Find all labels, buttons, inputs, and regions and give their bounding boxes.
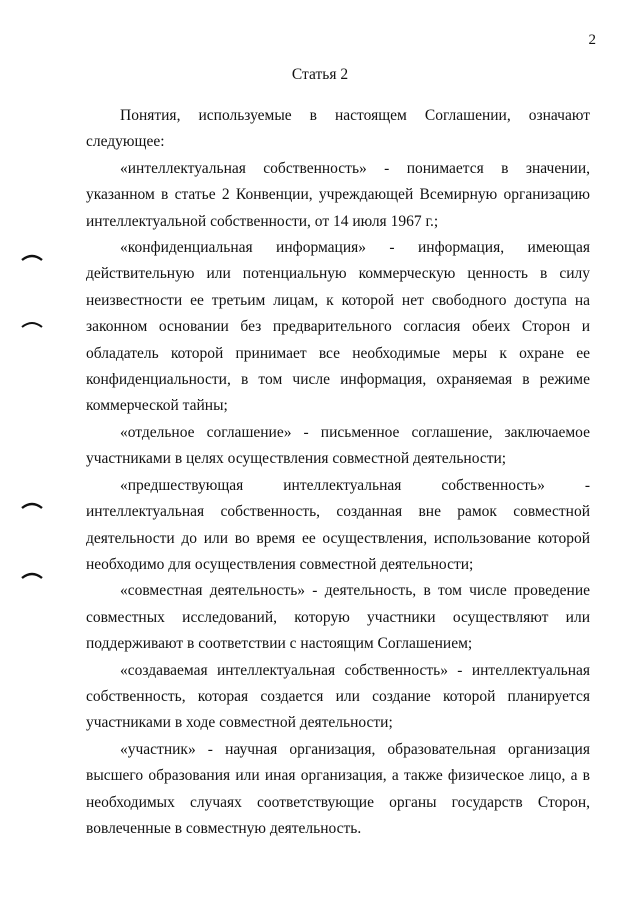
binding-hole-mark xyxy=(21,570,43,580)
binding-hole-mark xyxy=(21,500,43,510)
paragraph-definition: «создаваемая интеллектуальная собственность» - интеллектуальная собственность, которая создается или создание которой планируется участниками в ходе совместной деятельности; xyxy=(86,661,590,732)
paragraph-definition: «участник» - научная организация, образовательная организация высшего образования или иная организация, а также физическое лицо, а в необходимых случаях соответствующие органы государств Сторон, вовлеченные в совместную деятельность. xyxy=(86,740,590,837)
paragraph-definition: «интеллектуальная собственность» - понимается в значении, указанном в статье 2 Конвенции, учреждающей Всемирную организацию интеллектуальной собственности, от 14 июля 1967 г.; xyxy=(86,159,590,230)
article-body xyxy=(86,103,590,842)
page-number: 2 xyxy=(588,32,596,48)
binding-hole-mark xyxy=(21,319,43,329)
paragraph-intro: Понятия, используемые в настоящем Соглашении, означают следующее: xyxy=(86,107,590,151)
paragraph-definition: «совместная деятельность» - деятельность, в том числе проведение совместных исследований, которую участники осуществляют или поддерживают в соответствии с настоящим Соглашением; xyxy=(86,582,590,653)
paragraph-definition: «отдельное соглашение» - письменное соглашение, заключаемое участниками в целях осуществления совместной деятельности; xyxy=(86,423,590,468)
binding-hole-mark xyxy=(21,252,43,262)
paragraph-definition: «предшествующая интеллектуальная собственность» - интеллектуальная собственность, созданная вне рамок совместной деятельности до или во время ее осуществления, использование которой необходимо для осуществления совместной деятельности; xyxy=(86,476,590,573)
paragraph-definition: «конфиденциальная информация» - информация, имеющая действительную или потенциальную коммерческую ценность в силу неизвестности ее третьим лицам, к которой нет свободного доступа на законном основании без предварительного согласия обеих Сторон и обладатель которой принимает все необходимые меры к охране ее конфиденциальности, в том числе информация, охраняемая в режиме коммерческой тайны; xyxy=(86,239,590,415)
article-heading: Статья 2 xyxy=(291,66,349,83)
